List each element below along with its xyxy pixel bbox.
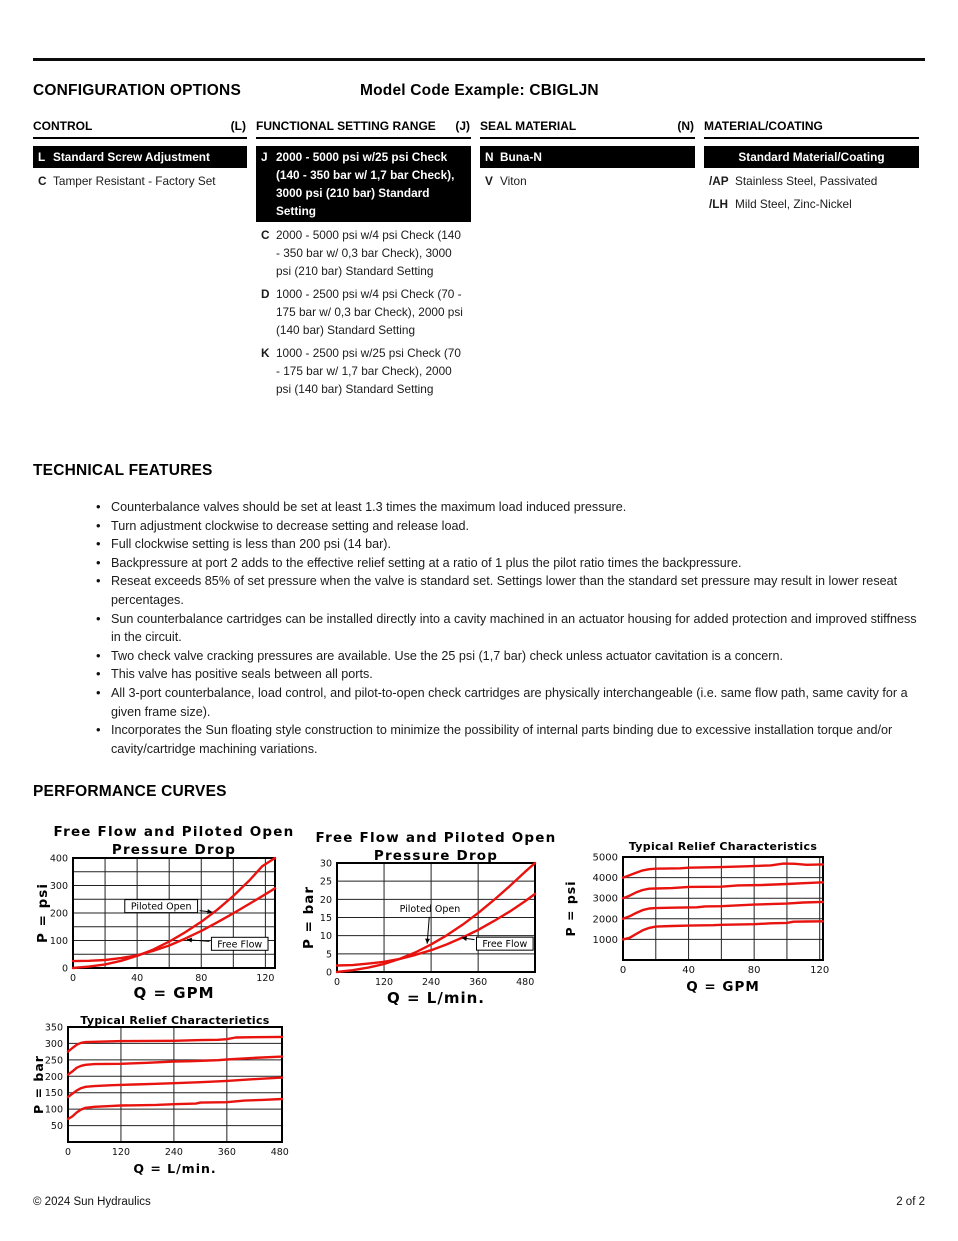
svg-text:360: 360 (469, 977, 488, 988)
column-header-code: (L) (230, 119, 246, 133)
feature-bullet: • All 3-port counterbalance, load control, and pilot-to-open check cartridges are physically interchangeable (i.e. same flow path, same cavity for a given frame size). (96, 684, 928, 721)
svg-text:Q = L/min.: Q = L/min. (387, 989, 485, 1007)
footer-copyright: © 2024 Sun Hydraulics (33, 1196, 151, 1208)
feature-bullet: • Two check valve cracking pressures are available. Use the 25 psi (1,7 bar) check unless actuator cavitation is a concern. (96, 647, 928, 666)
svg-text:Pressure Drop: Pressure Drop (111, 842, 237, 858)
svg-text:15: 15 (319, 913, 332, 924)
option-label: Buna-N (500, 150, 542, 164)
top-rule (33, 58, 925, 61)
feature-bullet: • Sun counterbalance cartridges can be installed directly into a cavity machined in an actuator housing for added protection and improved stiffness in the circuit. (96, 610, 928, 647)
feature-bullet: • Incorporates the Sun floating style construction to minimize the possibility of internal parts binding due to excessive installation torque and/or cavity/cartridge machining variations. (96, 721, 928, 758)
option-control-l (33, 146, 247, 168)
svg-text:5: 5 (325, 949, 332, 961)
svg-text:0: 0 (325, 967, 332, 979)
option-code: N (485, 150, 494, 164)
option-code: C (38, 174, 47, 188)
option-code: /AP (709, 174, 729, 188)
option-range-j (256, 146, 471, 222)
svg-text:200: 200 (44, 1071, 63, 1083)
svg-text:80: 80 (195, 973, 208, 984)
column-functional-setting-range (256, 119, 471, 400)
svg-text:Free Flow: Free Flow (482, 939, 528, 951)
feature-bullet: • Reseat exceeds 85% of set pressure when the valve is standard set. Settings lower than the standard set pressure may result in lower reseat percentages. (96, 572, 928, 609)
column-header-label: SEAL MATERIAL (480, 119, 577, 133)
option-code: V (485, 174, 493, 188)
svg-text:150: 150 (44, 1088, 63, 1100)
column-header-label: MATERIAL/COATING (704, 119, 823, 133)
feature-bullet: • Counterbalance valves should be set at least 1.3 times the maximum load induced pressure. (96, 498, 928, 517)
svg-text:120: 120 (111, 1147, 131, 1158)
svg-text:350: 350 (44, 1022, 63, 1034)
option-label: 2000 - 5000 psi w/25 psi Check (140 - 350 bar w/ 1,7 bar Check), 3000 psi (210 bar) Standard Setting (276, 150, 455, 218)
configuration-columns (33, 119, 925, 400)
svg-text:5000: 5000 (592, 852, 618, 864)
svg-text:300: 300 (44, 1038, 63, 1050)
svg-text:40: 40 (682, 965, 695, 976)
option-coating-lh (704, 193, 919, 215)
option-range-c (256, 224, 471, 282)
chart-relief-characteristics-psi-gpm (555, 833, 867, 1008)
option-code: K (261, 346, 270, 360)
column-control (33, 119, 247, 400)
option-label: Standard Screw Adjustment (53, 150, 210, 164)
svg-text:Piloted Open: Piloted Open (130, 901, 192, 913)
chart-relief-characteristics-bar-lmin (33, 1008, 295, 1186)
option-coating-standard (704, 146, 919, 168)
column-header-material-coating (704, 119, 919, 139)
svg-text:480: 480 (516, 977, 535, 988)
footer-page-number: 2 of 2 (896, 1196, 925, 1208)
option-label: Mild Steel, Zinc-Nickel (735, 197, 852, 211)
option-range-k (256, 342, 471, 400)
svg-text:0: 0 (619, 965, 627, 976)
svg-text:Q = L/min.: Q = L/min. (133, 1161, 217, 1176)
svg-text:Q = GPM: Q = GPM (686, 979, 760, 995)
option-code: D (261, 287, 270, 301)
svg-text:100: 100 (49, 936, 68, 947)
feature-bullet: • Full clockwise setting is less than 200 psi (14 bar). (96, 535, 928, 554)
svg-text:Free Flow and Piloted Open: Free Flow and Piloted Open (53, 824, 295, 840)
option-control-c (33, 170, 247, 192)
configuration-options-title: CONFIGURATION OPTIONS (33, 82, 241, 99)
technical-features-list (33, 498, 928, 758)
svg-text:P = bar: P = bar (301, 885, 317, 950)
column-header-label: CONTROL (33, 119, 93, 133)
feature-bullet: • This valve has positive seals between all ports. (96, 665, 928, 684)
svg-text:480: 480 (270, 1147, 289, 1158)
svg-text:Q = GPM: Q = GPM (133, 984, 215, 1002)
page-footer (33, 1196, 925, 1208)
svg-text:200: 200 (49, 908, 68, 920)
svg-text:250: 250 (44, 1055, 63, 1067)
column-header-code: (N) (677, 119, 694, 133)
svg-text:120: 120 (256, 973, 275, 984)
option-label: 1000 - 2500 psi w/4 psi Check (70 - 175 bar w/ 0,3 bar Check), 2000 psi (140 bar) Standard Setting (276, 287, 463, 337)
svg-text:Piloted Open: Piloted Open (399, 903, 461, 915)
svg-text:0: 0 (69, 973, 77, 984)
svg-text:400: 400 (49, 853, 68, 865)
feature-bullet: • Turn adjustment clockwise to decrease setting and release load. (96, 517, 928, 536)
performance-curves-title: PERFORMANCE CURVES (33, 783, 227, 800)
column-header-seal-material (480, 119, 695, 139)
option-code: L (38, 150, 46, 164)
svg-text:0: 0 (64, 1147, 72, 1158)
svg-text:P = bar: P = bar (31, 1055, 46, 1114)
option-label: Viton (500, 174, 527, 188)
option-code: /LH (709, 197, 729, 211)
svg-text:Pressure Drop: Pressure Drop (373, 848, 499, 864)
svg-text:Typical Relief Characteristics: Typical Relief Characteristics (628, 840, 818, 853)
svg-text:40: 40 (131, 973, 144, 984)
option-code: J (261, 150, 268, 164)
svg-text:360: 360 (217, 1147, 236, 1158)
svg-text:50: 50 (50, 1121, 63, 1133)
option-label: 2000 - 5000 psi w/4 psi Check (140 - 350 bar w/ 0,3 bar Check), 3000 psi (210 bar) Standard Setting (276, 228, 461, 278)
feature-bullet: • Backpressure at port 2 adds to the effective relief setting at a ratio of 1 plus the pilot ratio times the backpressure. (96, 554, 928, 573)
svg-text:300: 300 (49, 881, 68, 892)
column-seal-material (480, 119, 695, 400)
option-label: Stainless Steel, Passivated (735, 174, 878, 188)
svg-text:Free Flow: Free Flow (217, 939, 263, 951)
option-coating-ap (704, 170, 919, 192)
model-code-example: Model Code Example: CBIGLJN (360, 82, 599, 99)
svg-text:20: 20 (319, 894, 332, 906)
svg-text:0: 0 (333, 977, 341, 988)
svg-text:P = psi: P = psi (563, 880, 578, 937)
svg-text:P = psi: P = psi (35, 883, 51, 943)
svg-text:120: 120 (374, 977, 394, 988)
svg-text:25: 25 (319, 876, 332, 888)
svg-text:1000: 1000 (592, 934, 618, 946)
svg-text:10: 10 (319, 931, 332, 943)
technical-features-title: TECHNICAL FEATURES (33, 462, 213, 479)
svg-text:120: 120 (810, 965, 830, 976)
column-header-code: (J) (455, 119, 470, 133)
svg-text:Typical Relief Characterietics: Typical Relief Characterietics (80, 1014, 270, 1027)
svg-text:240: 240 (164, 1147, 183, 1158)
svg-text:0: 0 (61, 963, 68, 975)
option-range-d (256, 283, 471, 341)
option-seal-n (480, 146, 695, 168)
svg-text:2000: 2000 (592, 914, 618, 926)
column-header-control (33, 119, 247, 139)
option-code: C (261, 228, 270, 242)
svg-text:240: 240 (422, 977, 441, 988)
svg-text:3000: 3000 (592, 893, 618, 905)
option-label: 1000 - 2500 psi w/25 psi Check (70 - 175 bar w/ 1,7 bar Check), 2000 psi (140 bar) Standard Setting (276, 346, 461, 396)
svg-text:30: 30 (319, 858, 332, 870)
svg-text:4000: 4000 (592, 873, 618, 885)
option-seal-v (480, 170, 695, 192)
option-label: Standard Material/Coating (738, 150, 885, 164)
svg-text:100: 100 (44, 1104, 63, 1116)
chart-pressure-drop-bar-lmin (300, 824, 562, 1024)
chart-pressure-drop-psi-gpm (33, 818, 295, 1018)
column-material-coating (704, 119, 919, 400)
option-label: Tamper Resistant - Factory Set (53, 174, 216, 188)
column-header-label: FUNCTIONAL SETTING RANGE (256, 119, 436, 133)
svg-text:80: 80 (747, 965, 761, 976)
svg-text:Free Flow and Piloted Open: Free Flow and Piloted Open (315, 830, 557, 846)
column-header-functional-setting-range (256, 119, 471, 139)
